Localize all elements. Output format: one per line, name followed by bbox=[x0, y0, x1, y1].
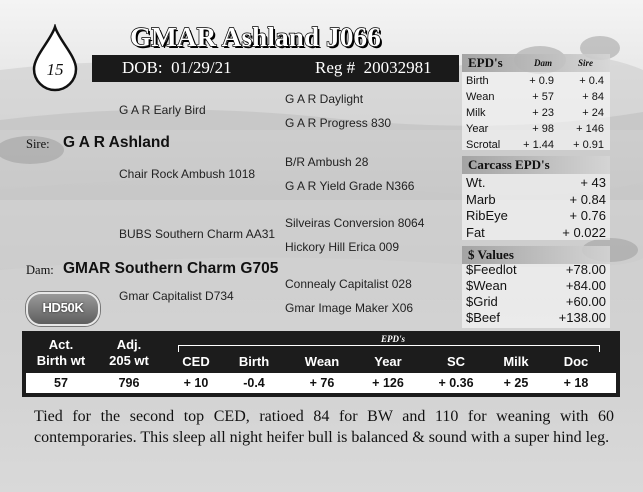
col-header-year: Year bbox=[374, 354, 402, 369]
epd-dam-value: + 0.9 bbox=[529, 75, 554, 87]
dam-dam-dam: Gmar Image Maker X06 bbox=[285, 301, 414, 315]
carcass-trait: Marb bbox=[466, 191, 496, 207]
col-header-milk: Milk bbox=[503, 354, 529, 369]
dam-dam-sire: Connealy Capitalist 028 bbox=[285, 277, 412, 291]
dam-name: GMAR Southern Charm G705 bbox=[63, 260, 279, 277]
sire-dam-dam: G A R Yield Grade N366 bbox=[285, 179, 415, 193]
carcass-row bbox=[466, 192, 608, 208]
sire-label: Sire: bbox=[26, 137, 50, 151]
epd-trait: Birth bbox=[466, 75, 489, 87]
dam-sire-dam: Hickory Hill Erica 009 bbox=[285, 240, 400, 254]
sire-sire: G A R Early Bird bbox=[119, 103, 206, 117]
values-header: $ Values bbox=[462, 246, 610, 264]
epd-sire-value: + 84 bbox=[582, 91, 604, 103]
table-value: 796 bbox=[118, 376, 140, 390]
carcass-trait: RibEye bbox=[466, 208, 508, 223]
table-value: + 25 bbox=[503, 376, 529, 390]
epd-sire-value: + 24 bbox=[582, 107, 604, 119]
value-index: $Beef bbox=[466, 310, 500, 325]
value-amount: +60.00 bbox=[565, 294, 606, 309]
animal-name: GMAR Ashland J066 bbox=[130, 22, 381, 52]
sire-name: G A R Ashland bbox=[63, 134, 170, 151]
epd-sire-value: + 0.91 bbox=[573, 139, 604, 151]
lot-number-drop-icon bbox=[28, 24, 82, 92]
value-index: $Grid bbox=[466, 294, 498, 309]
table-value: + 126 bbox=[372, 376, 404, 390]
carcass-trait: Fat bbox=[466, 224, 485, 240]
dob-reg-bar bbox=[92, 55, 459, 82]
carcass-value: + 0.76 bbox=[569, 208, 606, 223]
epd-dam-value: + 98 bbox=[532, 123, 554, 135]
epd-trait: Wean bbox=[466, 91, 495, 103]
epd-sire-value: + 0.4 bbox=[579, 75, 604, 87]
value-row bbox=[466, 294, 608, 310]
hd50k-badge: HD50K bbox=[26, 292, 100, 326]
value-amount: +78.00 bbox=[565, 262, 606, 277]
dam-sire-sire: Silveiras Conversion 8064 bbox=[285, 216, 425, 230]
epd-row bbox=[466, 138, 610, 154]
epd-dam-value: + 1.44 bbox=[523, 139, 554, 151]
value-row bbox=[466, 310, 608, 326]
epd-row bbox=[466, 122, 610, 138]
table-value: + 18 bbox=[563, 376, 589, 390]
value-row bbox=[466, 278, 608, 294]
carcass-row bbox=[466, 208, 608, 224]
epd-trait: Milk bbox=[466, 107, 486, 119]
col-adjusted-205-weight: Adj. 205 wt bbox=[109, 337, 149, 368]
value-amount: +138.00 bbox=[558, 310, 606, 325]
sire-dam: Chair Rock Ambush 1018 bbox=[119, 167, 256, 181]
lot-number: 15 bbox=[46, 60, 64, 79]
epd-trait: Year bbox=[466, 123, 489, 135]
value-index: $Feedlot bbox=[466, 262, 517, 277]
col-header-ced: CED bbox=[182, 354, 210, 369]
carcass-value: + 0.84 bbox=[569, 191, 606, 207]
carcass-value: + 43 bbox=[580, 175, 606, 190]
value-index: $Wean bbox=[466, 278, 507, 293]
sire-sire-dam: G A R Progress 830 bbox=[285, 116, 392, 130]
value-row bbox=[466, 262, 608, 278]
col-header-sc: SC bbox=[446, 354, 466, 369]
dam-dam: Gmar Capitalist D734 bbox=[119, 289, 234, 303]
dam-sire: BUBS Southern Charm AA31 bbox=[119, 227, 276, 241]
col-header-doc: Doc bbox=[563, 354, 589, 369]
carcass-trait: Wt. bbox=[466, 175, 486, 190]
dob: DOB: 01/29/21 bbox=[122, 58, 232, 77]
epd-dam-value: + 57 bbox=[532, 91, 554, 103]
table-value: + 10 bbox=[183, 376, 209, 390]
epd-dam-value: + 23 bbox=[532, 107, 554, 119]
table-value: + 0.36 bbox=[438, 376, 474, 390]
epd-header: EPD's Dam Sire bbox=[462, 54, 610, 72]
epd-trait: Scrotal bbox=[466, 139, 501, 151]
table-value: + 76 bbox=[309, 376, 335, 390]
epd-bracket bbox=[178, 345, 600, 352]
carcass-value: + 0.022 bbox=[562, 224, 606, 240]
col-header-birth: Birth bbox=[238, 354, 270, 369]
registration-number: Reg # 20032981 bbox=[315, 58, 432, 77]
epd-row bbox=[466, 90, 610, 106]
epd-group-label: EPD's bbox=[380, 334, 405, 344]
dam-label: Dam: bbox=[26, 263, 54, 277]
table-value: -0.4 bbox=[243, 376, 265, 390]
value-amount: +84.00 bbox=[565, 278, 606, 293]
sire-sire-sire: G A R Daylight bbox=[285, 92, 364, 106]
epd-sire-value: + 146 bbox=[576, 123, 604, 135]
sire-dam-sire: B/R Ambush 28 bbox=[285, 155, 369, 169]
carcass-row bbox=[466, 225, 608, 241]
col-header-wean: Wean bbox=[304, 354, 340, 369]
description: Tied for the second top CED, ratioed 84 for BW and 110 for weaning with 60 contemporaries. This sleep all night heifer bull is balanced & sound with a super hind leg. bbox=[34, 408, 614, 446]
epd-row bbox=[466, 74, 610, 90]
carcass-header: Carcass EPD's bbox=[462, 156, 610, 174]
col-actual-birth-weight: Act. Birth wt bbox=[36, 337, 86, 368]
epd-row bbox=[466, 106, 610, 122]
table-value: 57 bbox=[54, 376, 68, 390]
carcass-row bbox=[466, 175, 608, 191]
